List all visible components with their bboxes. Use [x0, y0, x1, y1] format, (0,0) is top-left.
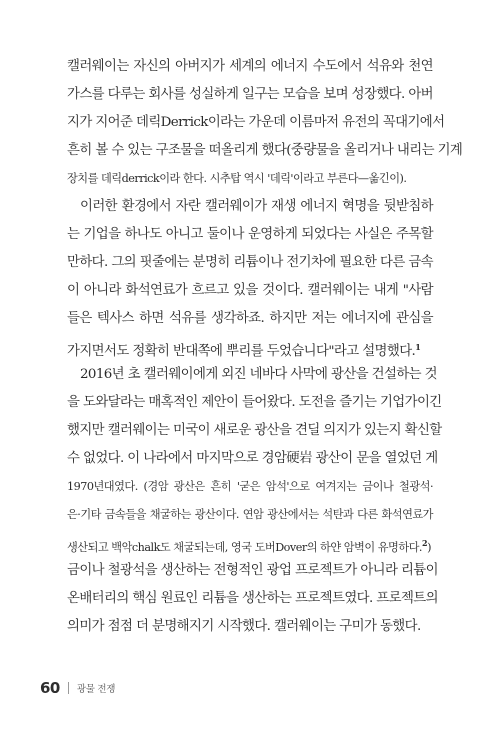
- page-number: 60: [40, 679, 60, 697]
- text-line: 했지만 캘러웨이는 미국이 새로운 광산을 견딜 의지가 있는지 확신할: [67, 423, 442, 438]
- closing-paren: ): [427, 541, 431, 554]
- text-line-with-footnote: [67, 337, 433, 357]
- text-line: 2016년 초 캘러웨이에게 외진 네바다 사막에 광산을 건설하는 것: [80, 367, 437, 382]
- text-line: 이 아니라 화석연료가 흐르고 있을 것이다. 캘러웨이는 내게 "사람: [67, 283, 433, 298]
- text-line: 는 기업을 하나도 아니고 둘이나 운영하게 되었다는 사실은 주목할: [67, 227, 433, 242]
- running-title: 광물 전쟁: [76, 684, 116, 695]
- text-line: 을 도와달라는 매혹적인 제안이 들어왔다. 도전을 즐기는 기업가이긴: [67, 395, 442, 410]
- text-line: 이러한 환경에서 자란 캘러웨이가 재생 에너지 혁명을 뒷받침하: [80, 199, 433, 214]
- text-line: 금이나 철광석을 생산하는 전형적인 광업 프로젝트가 아니라 리튬이: [67, 563, 438, 578]
- text-line: 가스를 다루는 회사를 성실하게 일구는 모습을 보며 성장했다. 아버: [67, 87, 433, 102]
- footer-divider: [68, 682, 69, 694]
- text-line: 흔히 볼 수 있는 구조물을 떠올리게 했다(중량물을 올리거나 내리는 기계: [67, 143, 463, 158]
- text-line-with-footnote: [67, 533, 433, 553]
- line-text: 생산되고 백악chalk도 채굴되는데, 영국 도버Dover의 하얀 암벽이 유명하다.: [67, 541, 422, 554]
- page-footer: [40, 678, 115, 698]
- text-line: 장치를 데릭derrick이라 한다. 시추탑 역시 '데릭'이라고 부른다—옮긴이).: [67, 172, 407, 185]
- text-line: 지가 지어준 데릭Derrick이라는 가운데 이름마저 유전의 꼭대기에서: [67, 115, 445, 130]
- text-line: 만하다. 그의 핏줄에는 분명히 리튬이나 전기차에 필요한 다른 금속: [67, 255, 433, 270]
- text-line: 은·기타 금속들을 채굴하는 광산이다. 연암 광산에서는 석탄과 다른 화석연료가: [67, 508, 433, 521]
- text-line: 의미가 점점 더 분명해지기 시작했다. 캘러웨이는 구미가 동했다.: [67, 619, 421, 634]
- text-line: 1970년대였다. (경암 광산은 흔히 '굳은 암석'으로 여겨지는 금이나 철광석·: [67, 480, 433, 493]
- text-line: 수 없었다. 이 나라에서 마지막으로 경암硬岩 광산이 문을 열었던 게: [67, 451, 438, 466]
- text-line: 캘러웨이는 자신의 아버지가 세계의 에너지 수도에서 석유와 천연: [67, 59, 433, 74]
- footnote-marker: 1: [415, 342, 421, 352]
- footnote-marker: 2: [421, 538, 428, 548]
- text-line: 들은 텍사스 하면 석유를 생각하죠. 하지만 저는 에너지에 관심을: [67, 311, 433, 326]
- text-line: 온배터리의 핵심 원료인 리튬을 생산하는 프로젝트였다. 프로젝트의: [67, 591, 438, 606]
- line-text: 가지면서도 정확히 반대쪽에 뿌리를 두었습니다"라고 설명했다.: [67, 344, 416, 359]
